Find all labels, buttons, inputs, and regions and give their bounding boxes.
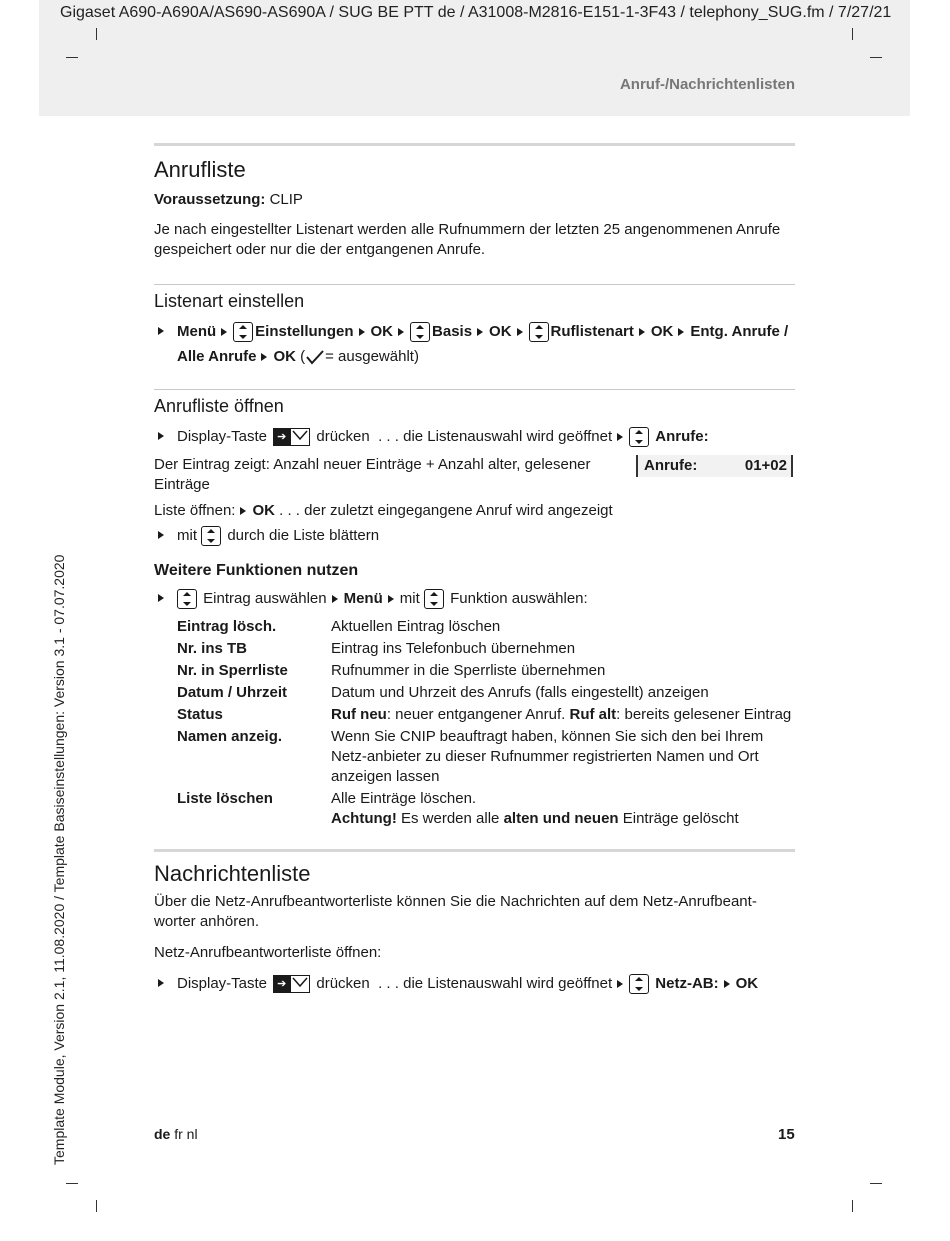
list-type-options: Entg. Anrufe / Alle Anrufe <box>177 323 789 365</box>
nav-key-icon <box>424 589 444 609</box>
netz-ab-item: Netz-AB: <box>655 975 719 992</box>
ok-key: OK <box>252 502 275 519</box>
function-name: Status <box>177 706 223 723</box>
function-desc <box>331 705 795 725</box>
section-rule <box>154 284 795 285</box>
scroll-step <box>154 523 795 548</box>
nachrichten-intro: Über die Netz-Anrufbeantworterliste können Sie die Nachrichten auf dem Netz-Anrufbeant-worter anhören. <box>154 893 757 930</box>
function-name: Datum / Uhrzeit <box>177 684 288 701</box>
function-desc: Aktuellen Eintrag löschen <box>331 618 501 635</box>
delete-all-text: Alle Einträge löschen. <box>331 790 477 807</box>
main-content <box>154 143 795 996</box>
warning-text-end: Einträge gelöscht <box>622 810 739 827</box>
menu-key: Menü <box>343 590 383 607</box>
function-name: Nr. ins TB <box>177 640 248 657</box>
ok-key: OK <box>650 323 674 340</box>
open-list-line <box>154 501 795 521</box>
function-desc: Wenn Sie CNIP beauftragt haben, können Sie sich den bei Ihrem Netz-anbieter zu dieser Rufnummer registrierten Namen und Ort anzeigen lassen <box>331 728 764 785</box>
last-call-note: . . . der zuletzt eingegangene Anruf wird angezeigt <box>279 502 613 519</box>
mit-label: mit <box>399 590 420 607</box>
table-row <box>177 617 795 637</box>
press-label: drücken <box>316 428 370 445</box>
bullet-icon <box>158 594 164 602</box>
display-key-label: Display-Taste <box>177 975 268 992</box>
select-entry-text: Eintrag auswählen <box>203 590 327 607</box>
checkmark-icon <box>305 349 325 365</box>
arrow-right-icon <box>477 328 483 336</box>
crop-mark <box>870 1183 882 1184</box>
arrow-right-icon <box>240 507 246 515</box>
nav-key-icon <box>629 427 649 447</box>
table-row <box>177 727 795 787</box>
status-old-text: : bereits gelesener Eintrag <box>616 706 792 723</box>
ruflistenart-item: Ruflistenart <box>550 323 634 340</box>
crop-mark <box>66 1183 78 1184</box>
bullet-icon <box>158 531 164 539</box>
warning-label: Achtung! <box>331 810 397 827</box>
template-version-sidebar: Template Module, Version 2.1, 11.08.2020 / Template Basiseinstellungen: Version 3.1 - 07.07.2020 <box>51 554 67 1165</box>
section-rule <box>154 849 795 852</box>
nachrichten-open-label: Netz-Anrufbeantworterliste öffnen: <box>154 944 382 961</box>
entry-info-text: Der Eintrag zeigt: Anzahl neuer Einträge + Anzahl alter, gelesener Einträge <box>154 456 591 493</box>
selected-note: = ausgewählt) <box>325 348 419 365</box>
status-new-text: : neuer entgangener Anruf. <box>386 706 566 723</box>
anrufliste-intro: Je nach eingestellter Listenart werden alle Rufnummern der letzten 25 angenommenen Anrufe gespeichert oder nur die der entgangenen Anrufe. <box>154 221 781 258</box>
nav-key-icon <box>529 322 549 342</box>
arrow-right-icon <box>617 980 623 988</box>
arrow-right-icon <box>724 980 730 988</box>
status-new-label: Ruf neu <box>331 706 387 723</box>
crop-mark <box>852 1200 853 1212</box>
oeffnen-title: Anrufliste öffnen <box>154 396 284 416</box>
nav-key-icon <box>233 322 253 342</box>
display-key-label: Display-Taste <box>177 428 268 445</box>
crop-mark <box>96 1200 97 1212</box>
nachrichten-title: Nachrichtenliste <box>154 861 311 886</box>
table-row <box>177 705 795 725</box>
table-row <box>177 683 795 703</box>
display-preview <box>636 455 793 477</box>
functions-step <box>154 586 795 611</box>
nav-key-icon <box>629 974 649 994</box>
prereq-label: Voraussetzung: <box>154 191 266 208</box>
status-old-label: Ruf alt <box>569 706 617 723</box>
open-list-label: Liste öffnen: <box>154 502 236 519</box>
prereq-value: CLIP <box>269 191 303 208</box>
arrow-right-icon <box>639 328 645 336</box>
listenart-step: Menü Einstellungen OK Basis OK Ruflistenart OK Entg. Anrufe / Alle Anrufe OK ( = ausgewählt) <box>154 319 795 369</box>
arrow-right-icon <box>398 328 404 336</box>
display-value: 01+02 <box>744 457 787 474</box>
function-desc <box>331 789 795 829</box>
header-file-info: Gigaset A690-A690A/AS690-AS690A / SUG BE PTT de / A31008-M2816-E151-1-3F43 / telephony_SUG.fm / 7/27/21 <box>60 4 892 21</box>
anrufe-item: Anrufe: <box>655 428 709 445</box>
nachrichten-open-step <box>154 971 795 996</box>
arrow-right-icon <box>517 328 523 336</box>
opened-note: . . . die Listenauswahl wird geöffnet <box>378 975 613 992</box>
function-name: Liste löschen <box>177 790 273 807</box>
press-label: drücken <box>316 975 370 992</box>
ok-key: OK <box>370 323 394 340</box>
bullet-icon <box>158 979 164 987</box>
display-key-icon: ➔ <box>273 428 310 446</box>
menu-key: Menü <box>177 323 217 340</box>
nav-key-icon <box>177 589 197 609</box>
arrow-right-icon <box>359 328 365 336</box>
arrow-right-icon <box>388 595 394 603</box>
arrow-right-icon <box>678 328 684 336</box>
weitere-title: Weitere Funktionen nutzen <box>154 562 359 579</box>
display-key-icon: ➔ <box>273 975 310 993</box>
table-row <box>177 789 795 829</box>
arrow-right-icon <box>332 595 338 603</box>
scroll-text: durch die Liste blättern <box>227 527 380 544</box>
arrow-right-icon <box>261 353 267 361</box>
function-name: Namen anzeig. <box>177 728 283 745</box>
function-desc: Eintrag ins Telefonbuch übernehmen <box>331 640 576 657</box>
header-section-title: Anruf-/Nachrichtenlisten <box>619 76 795 93</box>
settings-item: Einstellungen <box>255 323 354 340</box>
arrow-right-icon <box>221 328 227 336</box>
ok-key: OK <box>489 323 512 340</box>
opened-note: . . . die Listenauswahl wird geöffnet <box>378 428 613 445</box>
crop-mark <box>96 28 97 40</box>
function-table <box>177 617 795 829</box>
section-rule <box>154 389 795 390</box>
table-row <box>177 639 795 659</box>
select-function-text: Funktion auswählen: <box>450 590 588 607</box>
mit-label: mit <box>177 527 197 544</box>
display-label: Anrufe: <box>644 457 698 474</box>
entry-info-block <box>154 455 795 495</box>
warning-bold: alten und neuen <box>503 810 619 827</box>
section-rule <box>154 143 795 146</box>
function-desc: Rufnummer in die Sperrliste übernehmen <box>331 662 606 679</box>
page-number: 15 <box>778 1126 795 1143</box>
crop-mark <box>66 57 78 58</box>
footer-languages <box>154 1126 198 1142</box>
ok-key: OK <box>735 975 759 992</box>
bullet-icon <box>158 327 164 335</box>
basis-item: Basis <box>432 323 473 340</box>
nav-key-icon <box>410 322 430 342</box>
lang-other: fr nl <box>174 1126 198 1142</box>
nav-key-icon <box>201 526 221 546</box>
prerequisite <box>154 190 795 210</box>
listenart-title: Listenart einstellen <box>154 291 305 311</box>
table-row <box>177 661 795 681</box>
function-name: Nr. in Sperrliste <box>177 662 288 679</box>
bullet-icon <box>158 432 164 440</box>
function-name: Eintrag lösch. <box>177 618 277 635</box>
open-list-step <box>154 424 795 449</box>
lang-current: de <box>154 1126 171 1142</box>
crop-mark <box>870 57 882 58</box>
arrow-right-icon <box>617 433 623 441</box>
crop-mark <box>852 28 853 40</box>
warning-text: Es werden alle <box>401 810 500 827</box>
function-desc: Datum und Uhrzeit des Anrufs (falls eingestellt) anzeigen <box>331 684 709 701</box>
anrufliste-title: Anrufliste <box>154 157 246 182</box>
ok-key: OK <box>273 348 296 365</box>
